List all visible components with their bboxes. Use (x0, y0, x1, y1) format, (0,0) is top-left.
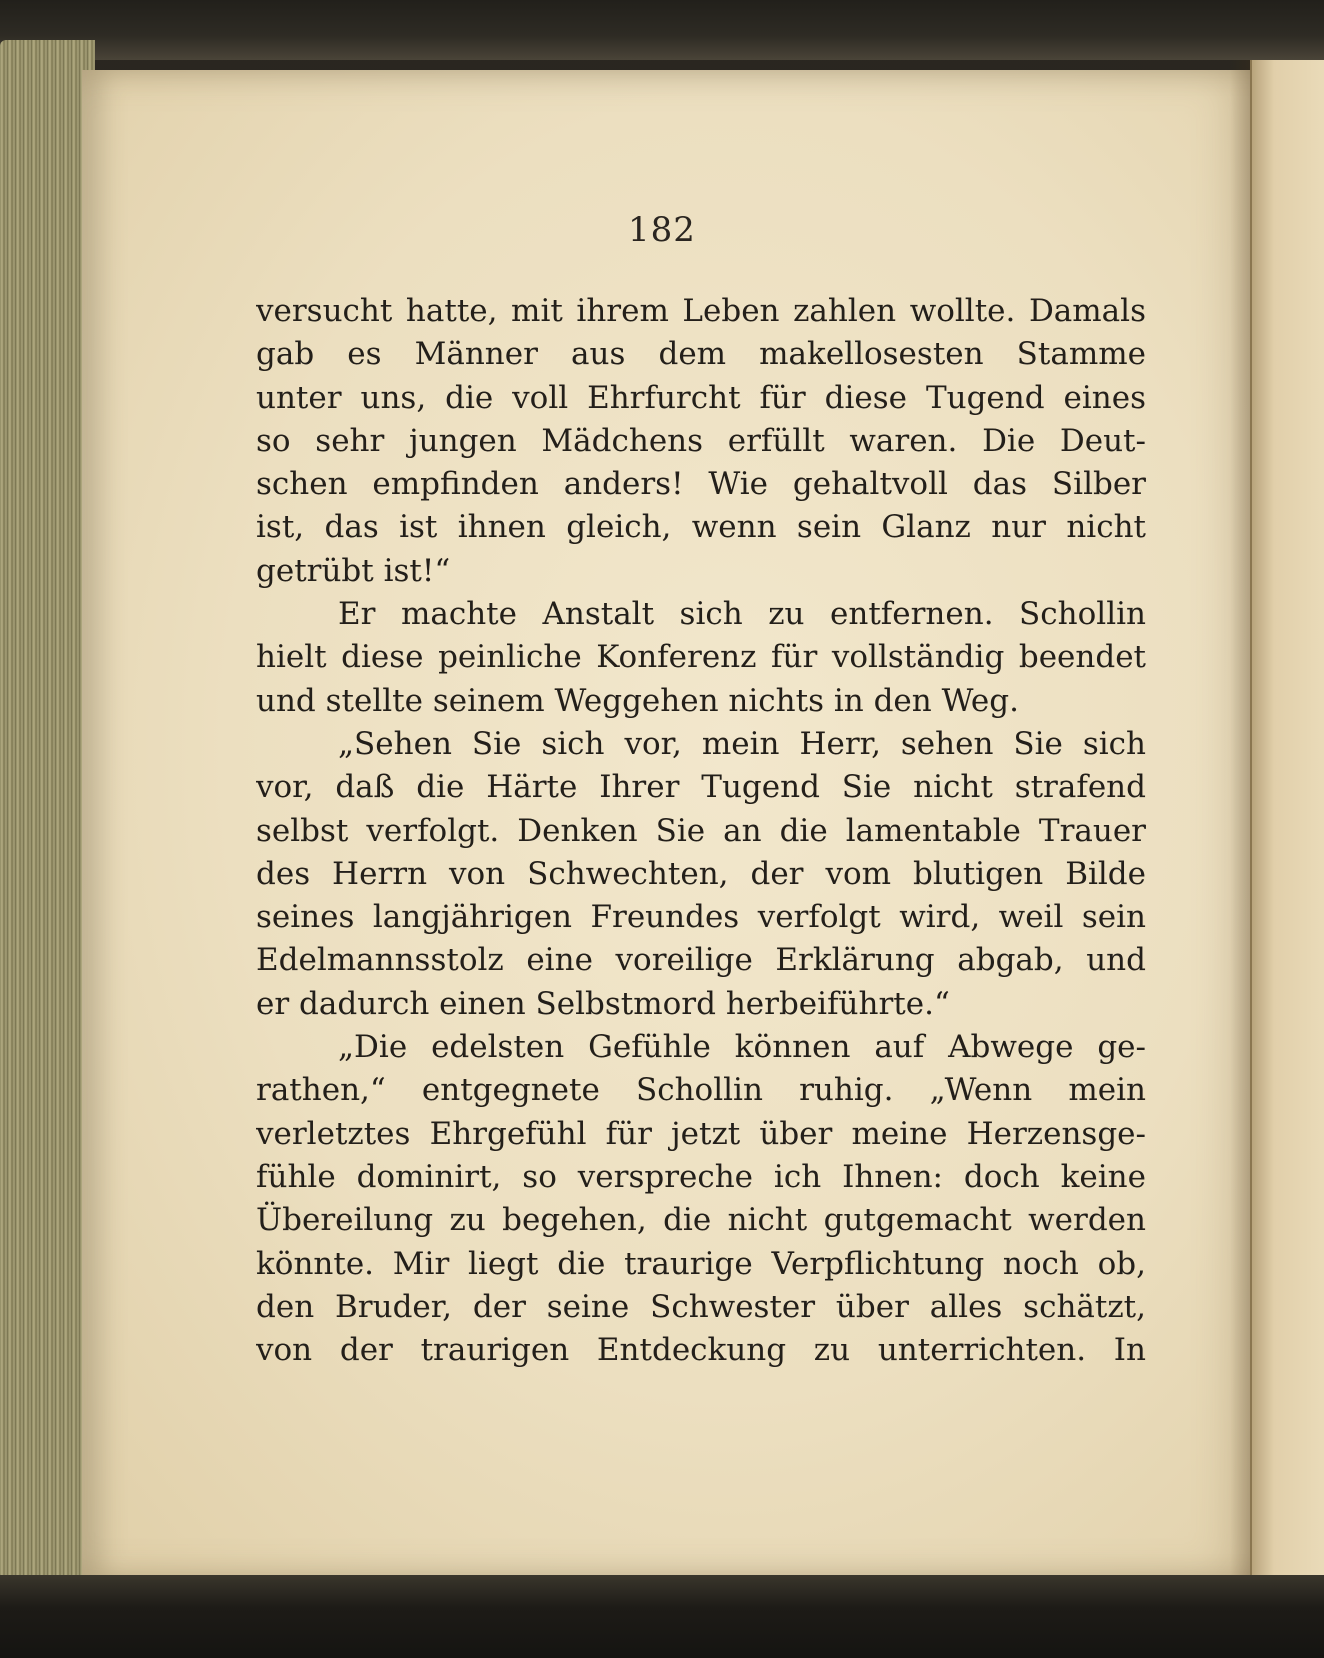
text-line: den Bruder, der seine Schwester über alles schätzt, (256, 1288, 1146, 1325)
text-line: vor, daß die Härte Ihrer Tugend Sie nicht strafend (256, 769, 1146, 806)
page-number: 182 (628, 210, 696, 250)
body-text (256, 290, 1146, 1372)
text-line: getrübt ist!“ (256, 552, 451, 589)
text-line: so sehr jungen Mädchens erfüllt waren. Die Deut- (256, 422, 1146, 459)
text-line: verletztes Ehrgefühl für jetzt über meine Herzensge- (256, 1115, 1146, 1152)
text-line: seines langjährigen Freundes verfolgt wird, weil sein (256, 899, 1146, 936)
text-line: könnte. Mir liegt die traurige Verpflichtung noch ob, (256, 1245, 1146, 1282)
text-line: des Herrn von Schwechten, der vom blutigen Bilde (256, 855, 1146, 892)
text-line: er dadurch einen Selbstmord herbeiführte.“ (256, 985, 950, 1022)
text-line: hielt diese peinliche Konferenz für vollständig beendet (256, 639, 1146, 676)
text-line: unter uns, die voll Ehrfurcht für diese Tugend eines (256, 379, 1146, 416)
text-line: „Sehen Sie sich vor, mein Herr, sehen Sie sich (338, 725, 1146, 762)
book-bottom-edge (0, 1575, 1324, 1658)
text-line: rathen,“ entgegnete Schollin ruhig. „Wenn mein (256, 1072, 1146, 1109)
text-line: selbst verfolgt. Denken Sie an die lamentable Trauer (256, 812, 1146, 849)
facing-page-edge (1250, 60, 1324, 1580)
text-line: „Die edelsten Gefühle können auf Abwege ge- (338, 1029, 1146, 1066)
text-line: von der traurigen Entdeckung zu unterrichten. In (256, 1332, 1146, 1369)
text-line: ist, das ist ihnen gleich, wenn sein Glanz nur nicht (256, 509, 1146, 546)
text-line: gab es Männer aus dem makellosesten Stamme (256, 336, 1146, 373)
text-line: fühle dominirt, so verspreche ich Ihnen: doch keine (256, 1158, 1146, 1195)
text-line: versucht hatte, mit ihrem Leben zahlen wollte. Damals (256, 293, 1146, 329)
book-top-edge (0, 0, 1324, 60)
text-line: Edelmannsstolz eine voreilige Erklärung abgab, und (256, 942, 1146, 979)
text-line: Er machte Anstalt sich zu entfernen. Schollin (338, 596, 1146, 633)
text-line: Übereilung zu begehen, die nicht gutgemacht werden (256, 1202, 1146, 1239)
text-line: und stellte seinem Weggehen nichts in den Weg. (256, 682, 1019, 719)
page-stack-edge (0, 40, 95, 1580)
text-line: schen empfinden anders! Wie gehaltvoll das Silber (256, 466, 1146, 503)
